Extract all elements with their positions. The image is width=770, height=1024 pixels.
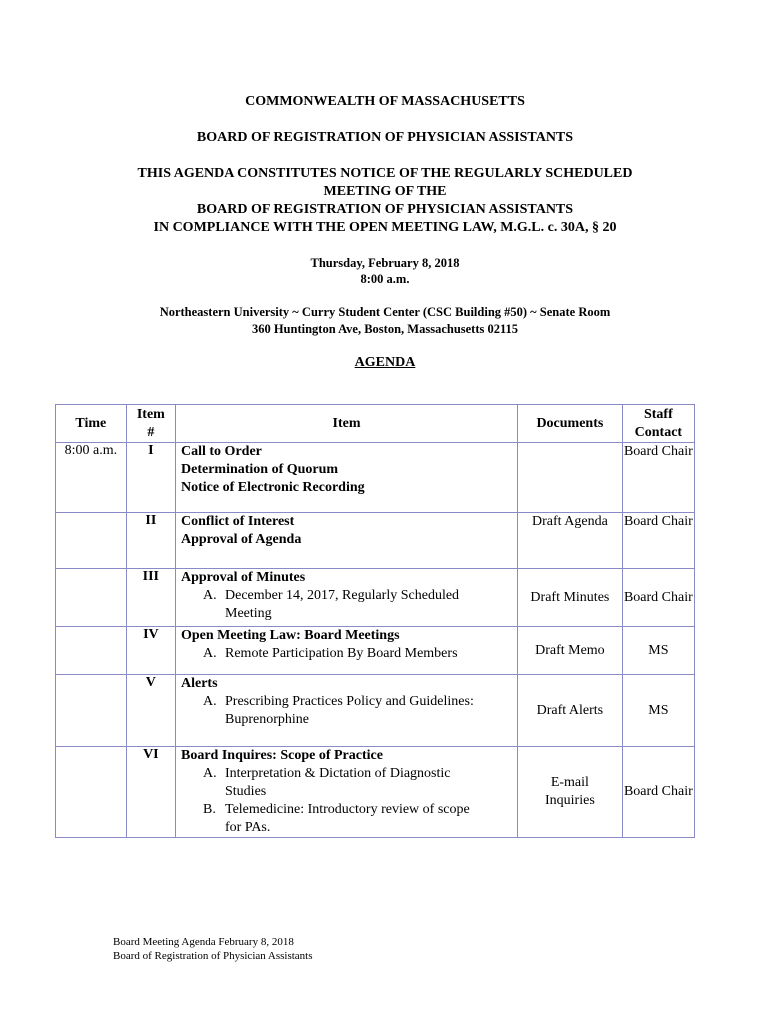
sub-item-letter: A. bbox=[203, 646, 217, 661]
agenda-table bbox=[55, 404, 695, 838]
location-address: 360 Huntington Ave, Boston, Massachusetts 02115 bbox=[251, 322, 519, 336]
sub-item-letter bbox=[203, 711, 225, 729]
sub-item-text: Interpretation & Dictation of Diagnostic bbox=[225, 766, 451, 781]
cell-item bbox=[176, 443, 518, 513]
item-title: Call to Order bbox=[181, 444, 262, 459]
cell-time bbox=[56, 747, 127, 838]
item-title: Approval of Agenda bbox=[181, 532, 302, 547]
document-name: Draft Alerts bbox=[536, 702, 604, 718]
item-title: Alerts bbox=[181, 676, 218, 691]
cell-item-number: IV bbox=[126, 627, 175, 675]
cell-item-number: III bbox=[126, 569, 175, 627]
header-item: Item bbox=[176, 405, 518, 443]
document-name: Inquiries bbox=[545, 793, 595, 808]
sub-item-letter bbox=[203, 783, 225, 801]
sub-item bbox=[181, 645, 517, 663]
cell-documents bbox=[518, 513, 623, 569]
cell-item bbox=[176, 569, 518, 627]
sub-item-letter bbox=[203, 605, 225, 623]
sub-item-text: Studies bbox=[225, 784, 267, 799]
cell-staff-contact: Board Chair bbox=[622, 513, 694, 569]
cell-staff-contact: Board Chair bbox=[622, 443, 694, 513]
meeting-datetime bbox=[0, 255, 770, 287]
document-title: COMMONWEALTH OF MASSACHUSETTS bbox=[245, 94, 525, 109]
document-name: E-mail bbox=[550, 775, 589, 790]
sub-item-text: for PAs. bbox=[225, 820, 271, 835]
sub-item bbox=[181, 605, 517, 623]
cell-item bbox=[176, 627, 518, 675]
header-time: Time bbox=[56, 405, 127, 443]
cell-documents bbox=[518, 569, 623, 627]
sub-item-text: Meeting bbox=[225, 606, 272, 621]
cell-staff-contact: MS bbox=[622, 675, 694, 747]
item-title: Board Inquires: Scope of Practice bbox=[181, 748, 383, 763]
agenda-row bbox=[56, 627, 695, 675]
item-title: Determination of Quorum bbox=[181, 462, 339, 477]
footer-line: Board Meeting Agenda February 8, 2018 bbox=[113, 936, 294, 948]
sub-item-letter: A. bbox=[203, 694, 217, 709]
cell-item bbox=[176, 513, 518, 569]
item-title: Approval of Minutes bbox=[181, 570, 306, 585]
cell-documents bbox=[518, 443, 623, 513]
header-documents: Documents bbox=[518, 405, 623, 443]
cell-documents bbox=[518, 675, 623, 747]
sub-item bbox=[181, 783, 517, 801]
item-title: Notice of Electronic Recording bbox=[181, 480, 365, 495]
cell-item bbox=[176, 675, 518, 747]
sub-item-letter: A. bbox=[203, 588, 217, 603]
cell-time bbox=[56, 513, 127, 569]
cell-time: 8:00 a.m. bbox=[56, 443, 127, 513]
sub-item bbox=[181, 693, 517, 711]
meeting-location bbox=[0, 304, 770, 338]
cell-documents bbox=[518, 747, 623, 838]
sub-item bbox=[181, 587, 517, 605]
sub-item-text: Buprenorphine bbox=[225, 712, 309, 727]
meeting-time: 8:00 a.m. bbox=[360, 272, 410, 286]
agenda-row bbox=[56, 443, 695, 513]
cell-documents bbox=[518, 627, 623, 675]
agenda-row bbox=[56, 675, 695, 747]
cell-staff-contact: Board Chair bbox=[622, 747, 694, 838]
header-staff-line: Staff bbox=[643, 406, 673, 422]
cell-item-number: I bbox=[126, 443, 175, 513]
agenda-heading: AGENDA bbox=[354, 355, 416, 370]
meeting-date: Thursday, February 8, 2018 bbox=[310, 256, 460, 270]
sub-item-text: Remote Participation By Board Members bbox=[225, 646, 458, 661]
document-name: Draft Agenda bbox=[531, 514, 608, 529]
board-name: BOARD OF REGISTRATION OF PHYSICIAN ASSISTANTS bbox=[196, 130, 574, 145]
header-item-number-line: Item bbox=[136, 406, 165, 422]
cell-staff-contact: MS bbox=[622, 627, 694, 675]
cell-item-number: VI bbox=[126, 747, 175, 838]
cell-time bbox=[56, 569, 127, 627]
meeting-notice bbox=[0, 165, 770, 237]
header-item-number bbox=[126, 405, 175, 443]
cell-item-number: V bbox=[126, 675, 175, 747]
sub-item-text: Telemedicine: Introductory review of scope bbox=[225, 802, 470, 817]
notice-line: BOARD OF REGISTRATION OF PHYSICIAN ASSISTANTS bbox=[196, 202, 574, 217]
table-header-row bbox=[56, 405, 695, 443]
sub-item-text: Prescribing Practices Policy and Guidelines: bbox=[225, 694, 474, 709]
sub-item bbox=[181, 765, 517, 783]
item-title: Conflict of Interest bbox=[181, 514, 295, 529]
cell-item bbox=[176, 747, 518, 838]
cell-staff-contact: Board Chair bbox=[622, 569, 694, 627]
agenda-row bbox=[56, 513, 695, 569]
sub-item-letter: B. bbox=[203, 802, 216, 817]
location-venue: Northeastern University ~ Curry Student Center (CSC Building #50) ~ Senate Room bbox=[159, 305, 611, 319]
sub-item bbox=[181, 711, 517, 729]
header-staff-contact bbox=[622, 405, 694, 443]
cell-time bbox=[56, 675, 127, 747]
footer-line: Board of Registration of Physician Assistants bbox=[113, 950, 313, 962]
document-name: Draft Memo bbox=[535, 642, 605, 658]
notice-line: THIS AGENDA CONSTITUTES NOTICE OF THE REGULARLY SCHEDULED bbox=[137, 166, 633, 181]
item-title: Open Meeting Law: Board Meetings bbox=[181, 628, 400, 643]
document-name: Draft Minutes bbox=[530, 589, 610, 605]
agenda-row bbox=[56, 747, 695, 838]
sub-item-letter: A. bbox=[203, 766, 217, 781]
notice-line: MEETING OF THE bbox=[323, 184, 447, 199]
header-item-number-line: # bbox=[147, 424, 155, 440]
agenda-row bbox=[56, 569, 695, 627]
sub-item-letter bbox=[203, 819, 225, 837]
cell-time bbox=[56, 627, 127, 675]
sub-item bbox=[181, 801, 517, 819]
page-footer bbox=[113, 935, 313, 963]
sub-item-text: December 14, 2017, Regularly Scheduled bbox=[225, 588, 460, 603]
sub-item bbox=[181, 819, 517, 837]
header-staff-line: Contact bbox=[634, 424, 683, 440]
cell-item-number: II bbox=[126, 513, 175, 569]
notice-line: IN COMPLIANCE WITH THE OPEN MEETING LAW, M.G.L. c. 30A, § 20 bbox=[153, 220, 617, 235]
